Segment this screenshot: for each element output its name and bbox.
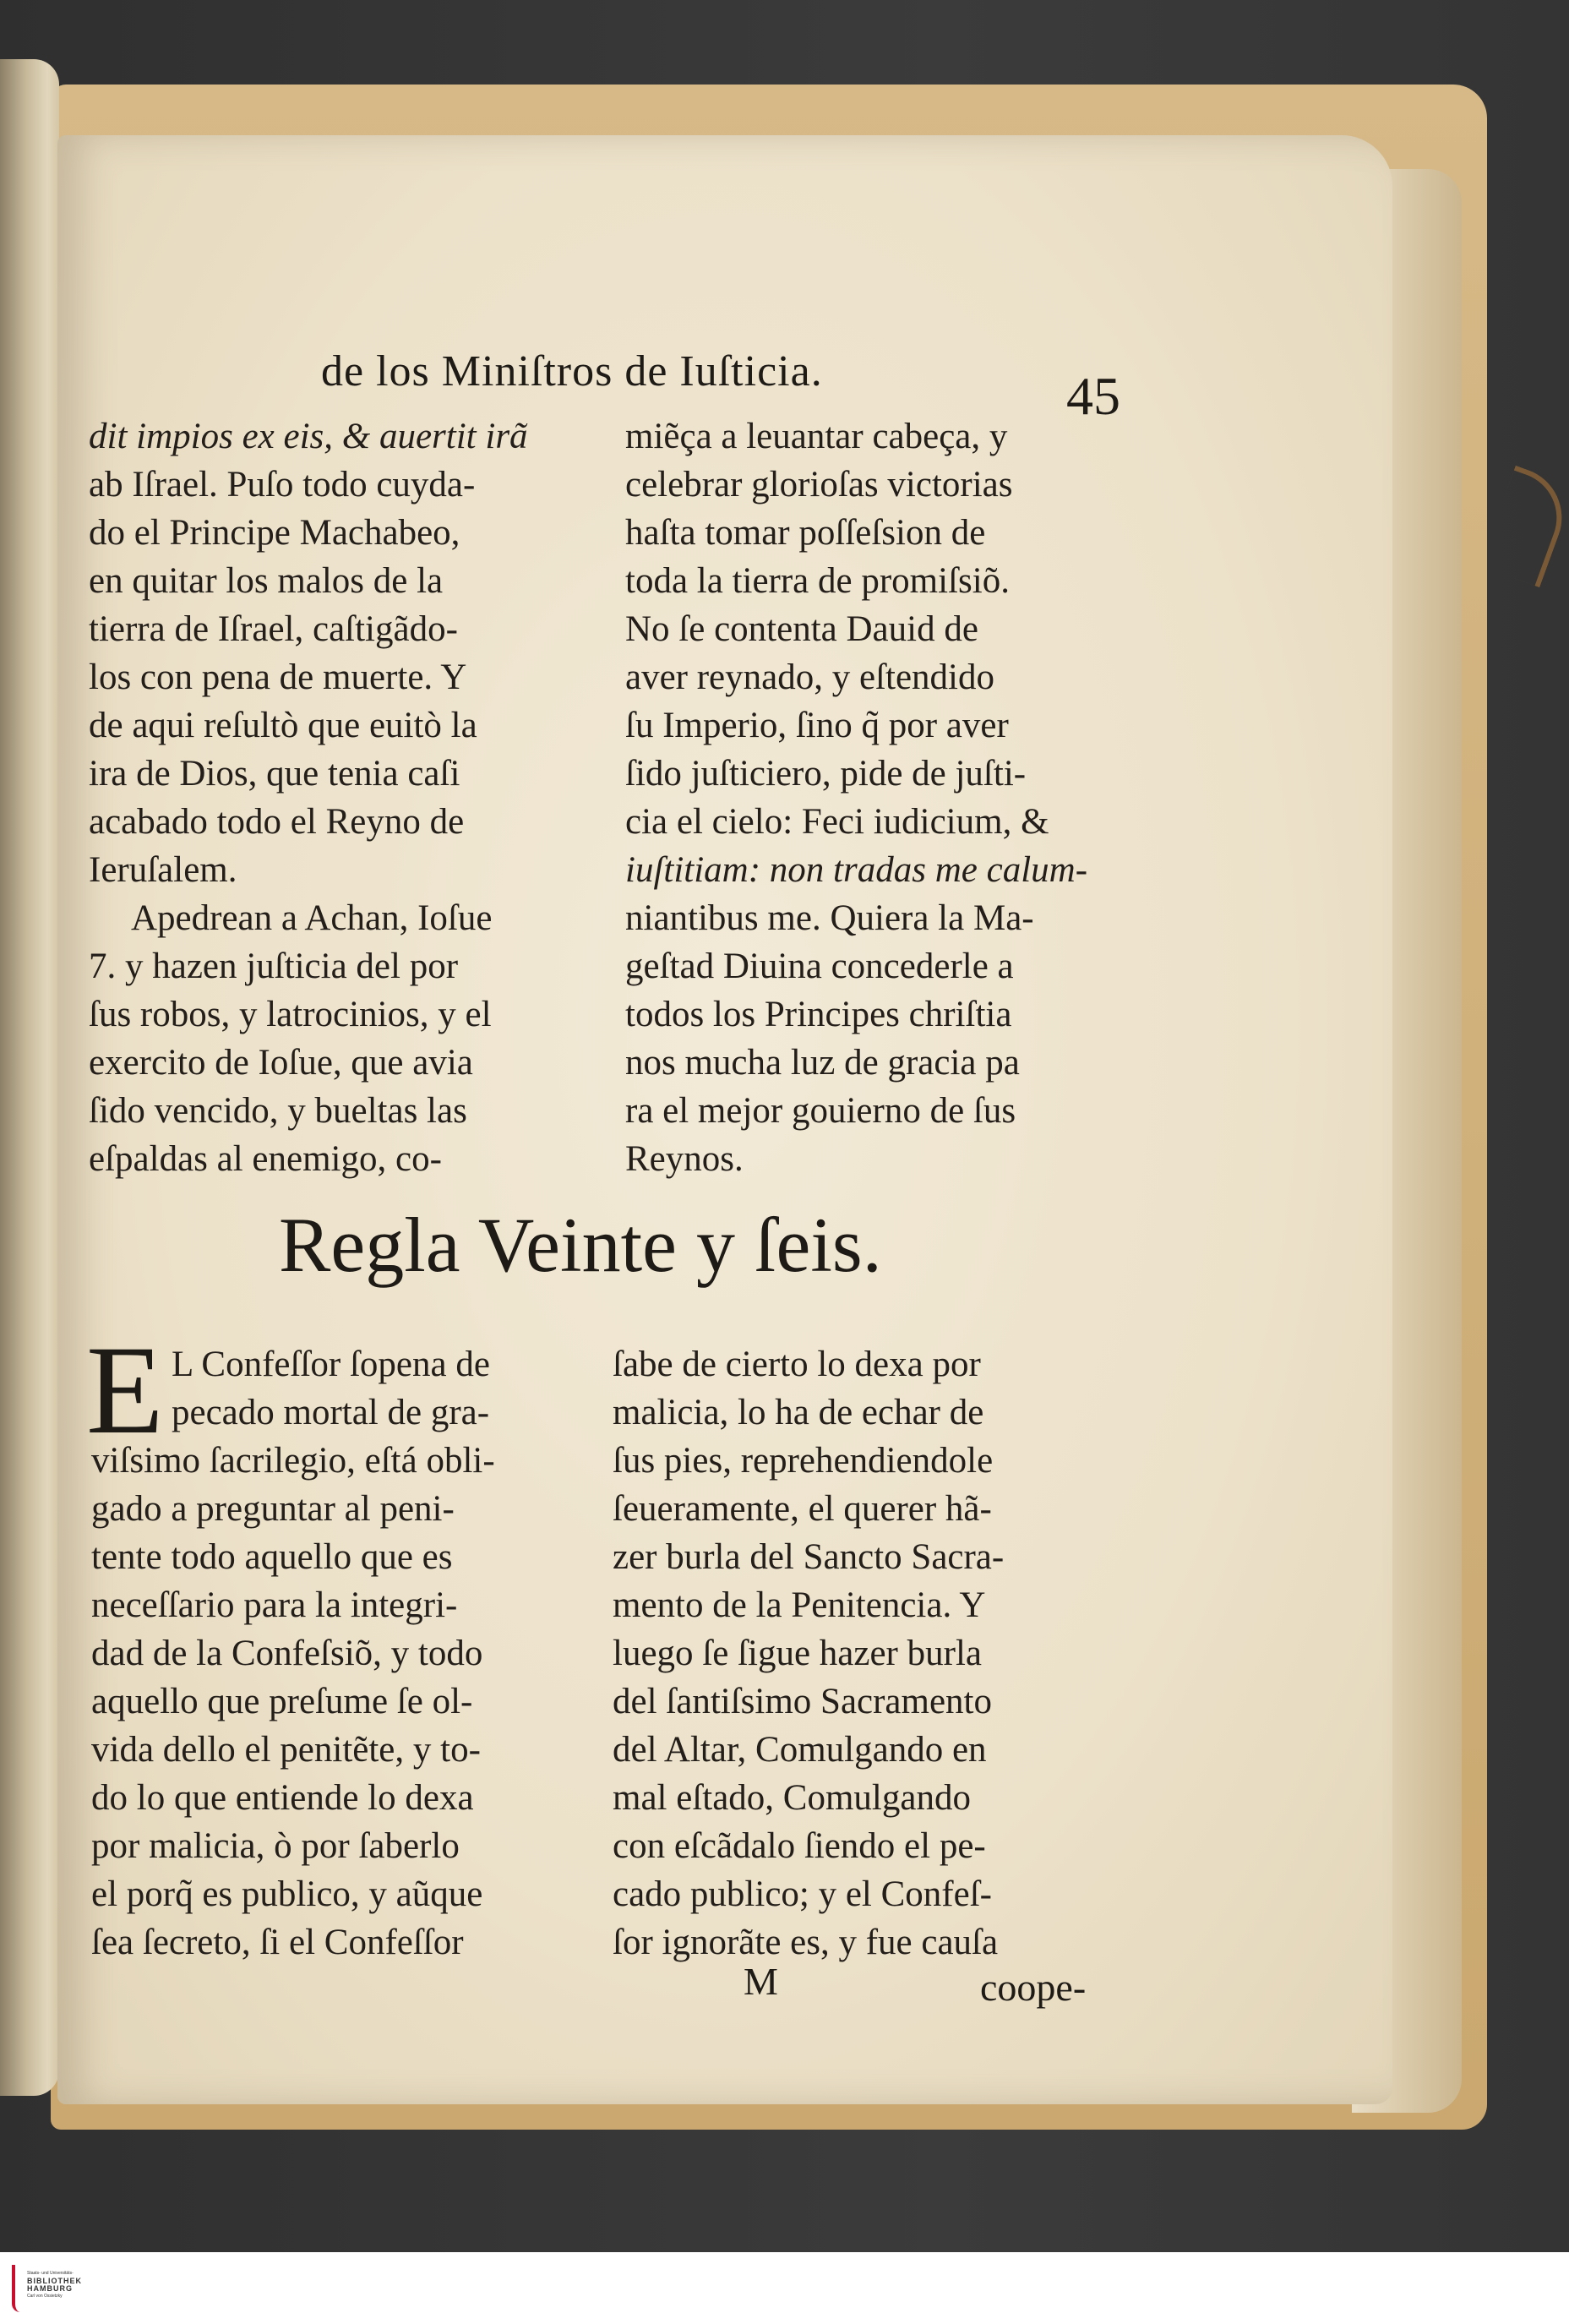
text-line: celebrar glorioſas victorias <box>625 465 1013 505</box>
text-line: No ſe contenta Dauid de <box>625 609 978 649</box>
text-line: ſeueramente, el querer hã- <box>613 1489 992 1529</box>
text-line: malicia, lo ha de echar de <box>613 1393 984 1432</box>
text-line: ſor ignorãte es, y fue cauſa <box>613 1923 999 1962</box>
text-line: ſabe de cierto lo dexa por <box>613 1345 981 1384</box>
text-line: cado publico; y el Confeſ- <box>613 1874 992 1914</box>
text-line: los con pena de muerte. Y <box>89 657 467 697</box>
text-line: aquello que preſume ſe ol- <box>91 1682 473 1721</box>
column-lower-right <box>613 1340 1136 1967</box>
footer-bar <box>0 2252 1569 2324</box>
logo-line: HAMBURG <box>27 2284 73 2293</box>
text-line: mento de la Penitencia. Y <box>613 1585 986 1625</box>
text-line: haſta tomar poſſeſsion de <box>625 513 986 553</box>
logo-line: Staats- und Universitäts- <box>27 2271 74 2276</box>
text-line: cia el cielo: Feci iudicium, & <box>625 802 1049 842</box>
text-line: tierra de Iſrael, caſtigãdo- <box>89 609 458 649</box>
text-line: ira de Dios, que tenia caſi <box>89 754 460 794</box>
column-upper-right <box>625 412 1132 1183</box>
library-logo-text <box>27 2270 98 2300</box>
text-line: zer burla del Sancto Sacra- <box>613 1537 1005 1577</box>
text-line: ſus pies, reprehendiendole <box>613 1441 994 1481</box>
text-line: luego ſe ſigue hazer burla <box>613 1634 982 1673</box>
column-lower-left <box>91 1340 590 1967</box>
text-line: el porq̃ es publico, y aũque <box>91 1874 483 1914</box>
text-line: viſsimo ſacrilegio, eſtá obli- <box>91 1441 495 1481</box>
text-line: do el Principe Machabeo, <box>89 513 460 553</box>
text-line: acabado todo el Reyno de <box>89 802 465 842</box>
text-line: do lo que entiende lo dexa <box>91 1778 474 1818</box>
text-line: niantibus me. Quiera la Ma- <box>625 898 1034 938</box>
text-line: ſido juſticiero, pide de juſti- <box>625 754 1027 794</box>
text-line: ra el mejor gouierno de ſus <box>625 1091 1016 1131</box>
text-line: Ieruſalem. <box>89 850 237 890</box>
text-line: tente todo aquello que es <box>91 1537 453 1577</box>
page-number: 45 <box>1066 366 1120 426</box>
text-line: de aqui reſultò que euitò la <box>89 706 477 745</box>
logo-line: BIBLIOTHEK <box>27 2277 82 2285</box>
text-line: ſu Imperio, ſino q̃ por aver <box>625 706 1009 745</box>
text-line: geſtad Diuina concederle a <box>625 947 1014 986</box>
text-line: dad de la Confeſsiõ, y todo <box>91 1634 483 1673</box>
left-page-edge <box>0 59 59 2096</box>
text-line: dit impios ex eis, & auertit irã <box>89 417 528 456</box>
text-line: por malicia, ò por ſaberlo <box>91 1826 460 1866</box>
text-line: 7. y hazen juſticia del por <box>89 947 459 986</box>
text-line: ſea ſecreto, ſi el Confeſſor <box>91 1923 464 1962</box>
text-line: L Confeſſor ſopena de <box>172 1345 490 1384</box>
text-line: Reynos. <box>625 1139 744 1179</box>
catchword: coope- <box>980 1966 1087 2009</box>
library-logo <box>12 2265 96 2312</box>
text-line: mal eſtado, Comulgando <box>613 1778 971 1818</box>
text-line: eſpaldas al enemigo, co- <box>89 1139 442 1179</box>
text-line: en quitar los malos de la <box>89 561 444 601</box>
text-line: neceſſario para la integri- <box>91 1585 458 1625</box>
text-line: Apedrean a Achan, Ioſue <box>131 898 493 938</box>
logo-line: Carl von Ossietzky <box>27 2294 63 2299</box>
text-line: vida dello el penitẽte, y to- <box>91 1730 481 1770</box>
text-line: exercito de Ioſue, que avia <box>89 1043 473 1083</box>
text-line: nos mucha luz de gracia pa <box>625 1043 1020 1083</box>
running-head: de los Miniſtros de Iuſticia. <box>321 347 823 396</box>
text-line: miẽça a leuantar cabeça, y <box>625 417 1008 456</box>
text-line: del ſantiſsimo Sacramento <box>613 1682 993 1721</box>
library-logo-mark-icon <box>12 2265 27 2312</box>
text-line: toda la tierra de promiſsiõ. <box>625 561 1010 601</box>
text-line: todos los Principes chriſtia <box>625 995 1012 1034</box>
signature-mark: M <box>744 1960 778 2003</box>
text-line: ſido vencido, y bueltas las <box>89 1091 467 1131</box>
text-line: gado a preguntar al peni- <box>91 1489 455 1529</box>
column-upper-left <box>89 412 596 1183</box>
text-line: con eſcãdalo ſiendo el pe- <box>613 1826 986 1866</box>
text-line: del Altar, Comulgando en <box>613 1730 987 1770</box>
text-line: pecado mortal de gra- <box>172 1393 490 1432</box>
text-line: iuſtitiam: non tradas me calum- <box>625 850 1088 890</box>
section-heading: Regla Veinte y ſeis. <box>279 1202 882 1288</box>
text-line: ſus robos, y latrocinios, y el <box>89 995 492 1034</box>
text-line: ab Iſrael. Puſo todo cuyda- <box>89 465 476 505</box>
text-line: aver reynado, y eſtendido <box>625 657 994 697</box>
drop-cap: E <box>86 1320 164 1460</box>
